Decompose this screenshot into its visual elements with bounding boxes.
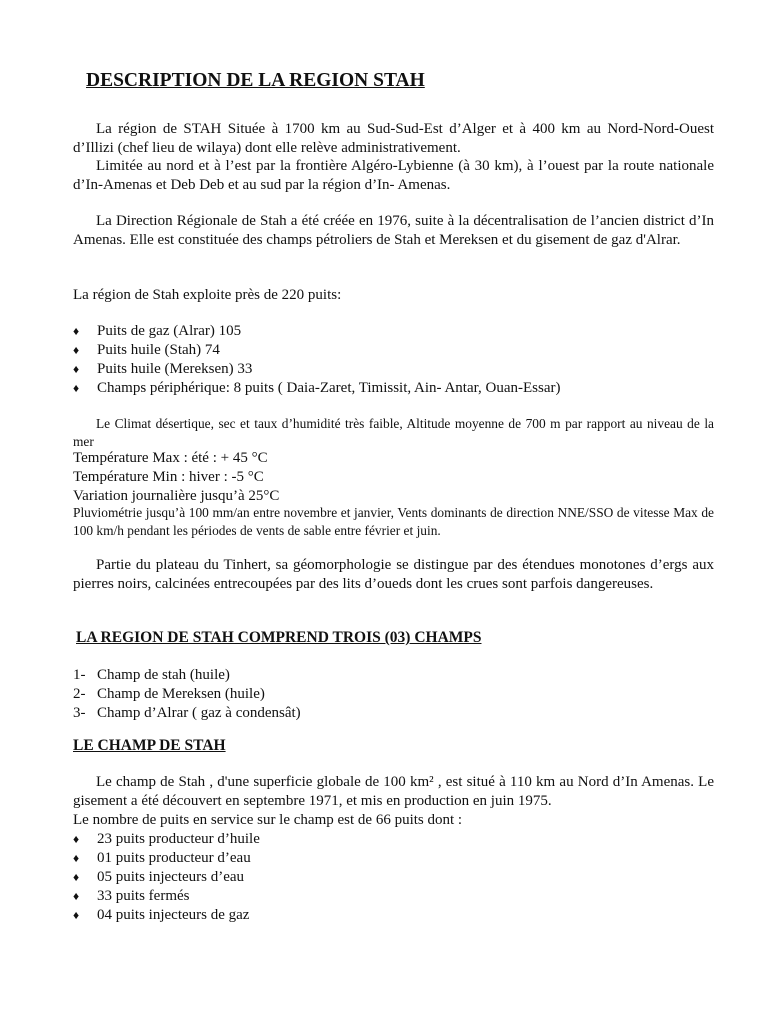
diamond-bullet-icon: ♦ <box>73 362 80 376</box>
intro-paragraph-puits-count: La région de Stah exploite près de 220 puits: <box>73 287 342 303</box>
temperature-max: Température Max : été : + 45 °C <box>73 450 268 466</box>
list-item: ♦ 05 puits injecteurs d’eau <box>73 869 245 885</box>
diamond-bullet-icon: ♦ <box>73 832 80 846</box>
list-item: ♦ Puits de gaz (Alrar) 105 <box>73 323 242 339</box>
list-item: ♦ Puits huile (Stah) 74 <box>73 342 220 358</box>
diamond-bullet-icon: ♦ <box>73 889 80 903</box>
intro-paragraph-location: La région de STAH Située à 1700 km au Sud-Sud-Est d’Alger et à 400 km au Nord-Nord-Ouest d’Illizi (chef lieu de wilaya) dont elle relève administrativement. <box>73 121 714 156</box>
champ-stah-paragraph: Le champ de Stah , d'une superficie globale de 100 km² , est situé à 110 km au Nord d’In Amenas. Le gisement a été découvert en septembre 1971, et mis en production en juin 1975. <box>73 774 714 809</box>
list-item: ♦ 33 puits fermés <box>73 888 190 904</box>
diamond-bullet-icon: ♦ <box>73 343 80 357</box>
diamond-bullet-icon: ♦ <box>73 381 80 395</box>
intro-paragraph-direction: La Direction Régionale de Stah a été créée en 1976, suite à la décentralisation de l’ancien district d’In Amenas. Elle est constituée des champs pétroliers de Stah et Mereksen et du gisement de gaz d'Alrar. <box>73 213 714 248</box>
page-title: DESCRIPTION DE LA REGION STAH <box>86 70 425 91</box>
intro-paragraph-limits: Limitée au nord et à l’est par la frontière Algéro-Lybienne (à 30 km), à l’ouest par la route nationale d’In-Amenas et Deb Deb et au sud par la région d’In- Amenas. <box>73 158 714 193</box>
geomorphology-paragraph: Partie du plateau du Tinhert, sa géomorphologie se distingue par des étendues monotones d’ergs aux pierres noirs, calcinées entrecoupées par des lits d’oueds dont les crues sont parfois dangereuses. <box>73 557 714 592</box>
section-heading-champ-stah: LE CHAMP DE STAH <box>73 737 226 754</box>
list-item: ♦ Champs périphérique: 8 puits ( Daia-Zaret, Timissit, Ain- Antar, Ouan-Essar) <box>73 380 561 396</box>
list-item: ♦ 01 puits producteur d’eau <box>73 850 251 866</box>
puits-en-service-text: Le nombre de puits en service sur le champ est de 66 puits dont : <box>73 812 463 828</box>
list-item: 3- Champ d’Alrar ( gaz à condensât) <box>73 705 301 721</box>
list-item: 1- Champ de stah (huile) <box>73 667 230 683</box>
diamond-bullet-icon: ♦ <box>73 870 80 884</box>
diamond-bullet-icon: ♦ <box>73 851 80 865</box>
section-heading-champs: LA REGION DE STAH COMPREND TROIS (03) CHAMPS <box>76 629 482 646</box>
pluviometry-paragraph: Pluviométrie jusqu’à 100 mm/an entre novembre et janvier, Vents dominants de direction NNE/SSO de vitesse Max de 100 km/h pendant les périodes de vents de sable entre février et juin. <box>73 505 714 538</box>
temperature-variation: Variation journalière jusqu’à 25°C <box>73 488 280 504</box>
list-item: 2- Champ de Mereksen (huile) <box>73 686 265 702</box>
diamond-bullet-icon: ♦ <box>73 324 80 338</box>
list-item: ♦ 23 puits producteur d’huile <box>73 831 260 847</box>
list-item: ♦ Puits huile (Mereksen) 33 <box>73 361 253 377</box>
diamond-bullet-icon: ♦ <box>73 908 80 922</box>
climate-paragraph: Le Climat désertique, sec et taux d’humidité très faible, Altitude moyenne de 700 m par rapport au niveau de la mer <box>73 416 714 449</box>
list-item: ♦ 04 puits injecteurs de gaz <box>73 907 250 923</box>
temperature-min: Température Min : hiver : -5 °C <box>73 469 264 485</box>
